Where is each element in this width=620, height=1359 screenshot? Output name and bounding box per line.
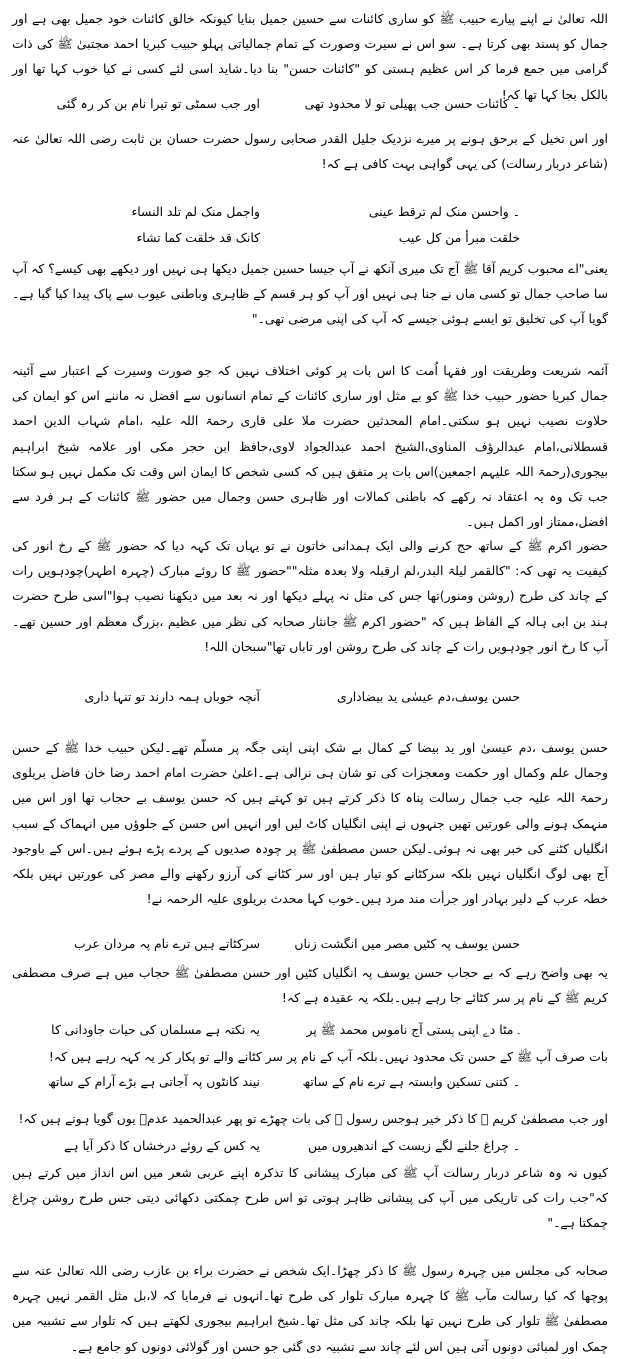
verse-2-hemistich-1: ۔ واحسن منک لم ترقط عینی [368, 204, 520, 219]
verse-4-hemistich-2: آنچہ خوباں ہمہ دارند تو تنہا داری [84, 689, 260, 704]
paragraph-7: یہ بھی واضح رہے کہ بے حجاب حسن یوسف پہ انگلیاں کٹیں اور حسن مصطفیٰ ﷺ حجاب میں ہے صرف مصطفی کریم ﷺ کے نام پر سر کٹائے جا رہے ہیں۔بلکہ یہ عقیدہ ہے کہ! [12, 965, 608, 1006]
verse-2-hemistich-2: واجمل منک لم تلد النساء [131, 204, 260, 219]
paragraph-5: حضور اکرم ﷺ کے ساتھ حج کرنے والی ایک ہمدانی خاتون نے تو یہاں تک کہہ دیا کہ حضور ﷺ کے رخ انور کی کیفیت یہ تھی کہ: "کالقمر لیلۃ البدر،لم ارقبلہ ولا بعدہ مثلہ""حضور ﷺ کا روئے مبارک (چہرہ اطہر)چودہویں رات کے چاند کی طرح (روشن ومنور)تھا جس کی مثل نہ پہلے دیکھا اور نہ بعد میں دیکھنا نصیب ہوا"اسی طرح حضرت ہند بن ابی ہالہ کے الفاظ ہیں کہ "حضور اکرم ﷺ جانثار صحابہ کی نظر میں عظیم ،بزرگ معظم اور حسین تھے۔آپ کا رخ انور چودہویں رات کے چاند کی طرح روشن اور تاباں تھا"سبحان اللہ! [12, 538, 608, 654]
verse-1 [0, 92, 620, 118]
verse-3 [0, 226, 620, 252]
verse-2 [0, 200, 620, 226]
paragraph-3: یعنی"اے محبوب کریم آقا ﷺ آج تک میری آنکھ نے آپ جیسا حسین جمیل دیکھا ہی نہیں اور دیکھے بھی کیسے؟ کہ آپ سا صاحب جمال تو کسی ماں نے جنا ہی نہیں اور آپ کو ہر قسم کے ظاہری وباطنی عیوب سے پاک پیدا کیا گیا ہے۔گویا آپ کی تخلیق تو ایسے ہوئی جیسے کہ آپ کی اپنی مرضی تھی۔" [12, 261, 608, 327]
verse-6-hemistich-2: یہ نکتہ ہے مسلماں کی حیات جاودانی کا [51, 1022, 260, 1037]
verse-5-hemistich-2: سرکٹاتے ہیں ترے نام پہ مردان عرب [74, 936, 260, 951]
paragraph-6: حسن یوسف ،دم عیسیٰ اور ید بیضا کے کمال بے شک اپنی اپنی جگہ پر مسلّم تھے۔لیکن حبیب خدا ﷺ کے حسن وجمال علم وکمال اور حکمت ومعجزات کی تو شان ہی نرالی ہے۔اعلیٰ حضرت امام احمد رضا خان فاضل بریلوی رحمۃ اللہ علیہ جب جمال رسالت پناہ کا ذکر کرتے ہیں تو کہتے ہیں کہ حسن یوسف بے حجاب تھا اور اس میں منہمک ہونے والی عورتیں تھیں جنہوں نے اپنی انگلیاں کاٹ لیں اور انہیں اس حسن کے جلوؤں میں انہماک کے سبب انگلیاں کٹنے کی خبر بھی نہ ہوئی۔لیکن حسن مصطفیٰ ﷺ پر چودہ صدیوں کے پردے پڑے ہوئے ہیں۔اس کے باوجود آج بھی لوگ انگلیاں نہیں بلکہ سرکٹانے کو تیار ہیں اور سر کٹانے کی آرزو رکھنے والے مصر کی عورتیں نہیں بلکہ خطہ عرب کے دلیر بہادر اور جرأت مند مرد ہیں۔خوب کہا محدث بریلوی علیہ الرحمہ نے! [12, 740, 608, 907]
verse-5-hemistich-1: حسن یوسف پہ کٹیں مصر میں انگشت زناں [294, 936, 520, 951]
paragraph-10: کیوں نہ وہ شاعر دربار رسالت آپ ﷺ کی مبارک پیشانی کا تذکرہ اپنے عربی شعر میں اس انداز میں کرتے ہیں کہ"جب رات کی تاریکی میں آپ کی پیشانی ظاہر ہوتی تو اس طرح چمکتی دکھائی دیتی جس طرح روشن چراغ چمکتا ہے۔" [12, 1165, 608, 1231]
verse-7-hemistich-1: ۔ کتنی تسکین وابستہ ہے ترے نام کے ساتھ [302, 1074, 520, 1089]
verse-7 [0, 1070, 620, 1096]
verse-4 [0, 685, 620, 711]
verse-3-hemistich-1: خلقت مبرأ من کل عیب [398, 230, 520, 245]
verse-3-hemistich-2: کانک قد خلقت کما تشاء [136, 230, 260, 245]
verse-8 [0, 1134, 620, 1160]
paragraph-2: اور اس تخیل کے برحق ہونے پر میرے نزدیک جلیل القدر صحابی رسول حضرت حسان بن ثابت رضی اللہ تعالیٰ عنہ (شاعر دربار رسالت) کی یہی گواہی بہت کافی ہے کہ! [12, 131, 608, 172]
paragraph-9: اور جب مصطفیٰ کریم ﷺ کا ذکر خیر ہوجس رسول ﷺ کی بات چھڑے تو پھر عبدالحمید عدمؔ یوں گویا ہوتے ہیں کہ! [18, 1111, 608, 1126]
verse-6 [0, 1018, 620, 1044]
verse-5 [0, 932, 620, 958]
paragraph-1: اللہ تعالیٰ نے اپنے پیارے حبیب ﷺ کو ساری کائنات سے حسین جمیل بنایا کیونکہ خالق کائنات خود جمیل بھی ہے اور جمال کو پسند بھی کرتا ہے۔ سو اس نے سیرت وصورت کے تمام جمالیاتی پہلو حبیب کبریا احمد مجتبیٰ ﷺ کی ذات گرامی میں جمع فرما کر اس عظیم ہستی کو "کائنات حسن" بنا دیا۔شاید اسی لئے کسی نے کیا خوب کہا تھا اور بالکل بجا کہا تھا کہ! [12, 11, 608, 102]
paragraph-4: آئمہ شریعت وطریقت اور فقہا اُمت کا اس بات پر کوئی اختلاف نہیں کہ جو صورت وسیرت کے اعتبار سے آئینہ جمال کبریا حضور حبیب خدا ﷺ کو بے مثل اور ساری کائنات کے تمام انسانوں سے افضل نہ ماننے اس کو ایمان کی حلاوت نصیب نہیں ہو سکتی۔امام المحدثین حضرت ملا علی قاری رحمۃ اللہ علیہ ،امام شہاب الدین احمد قسطلانی،امام عبدالرؤف المناوی،الشیخ احمد عبدالجواد لاوی،حافظ ابن حجر مکی اور علامہ شیخ ابراہیم بیجوری(رحمۃ اللہ علیہم اجمعین)اس بات پر متفق ہیں کہ کسی شخص کا ایمان اس وقت تک مکمل نہیں ہو سکتا جب تک وہ یہ اعتقاد نہ رکھے کہ باطنی کمالات اور ظاہری حسن وجمال میں حضور ﷺ کائنات کے ہر فرد سے افضل،ممتاز اور اکمل ہیں۔ [12, 363, 608, 530]
paragraph-8: بات صرف آپ ﷺ کے حسن تک محدود نہیں۔بلکہ آپ کے نام پر سر کٹانے والے تو پکار کر یہ کہہ رہے ہیں کہ! [48, 1049, 608, 1064]
verse-8-hemistich-2: یہ کس کے روئے درخشاں کا ذکر آیا ہے [64, 1138, 260, 1153]
verse-7-hemistich-2: نیند کانٹوں پہ آجاتی ہے بڑے آرام کے ساتھ [48, 1074, 260, 1089]
verse-6-hemistich-1: ۔ مٹا دے اپنی ہستی آج ناموس محمد ﷺ پر [306, 1022, 520, 1037]
verse-4-hemistich-1: حسن یوسف،دم عیسٰی ید بیضاداری [337, 689, 520, 704]
paragraph-11: صحابہ کی مجلس میں چہرہ رسول ﷺ کا ذکر چھڑا۔ایک شخص نے حضرت براء بن عازب رضی اللہ تعالیٰ عنہ سے پوچھا کہ کیا رسالت مآب ﷺ کا چہرہ مبارک تلوار کی طرح تھا۔انہوں نے فرمایا کہ لا،بل مثل القمر نہیں چہرہ مصطفیٰ ﷺ تلوار کی طرح نہیں تھا بلکہ چاند کی مثل تھا۔شیخ ابراہیم بیجوری لکھتے ہیں کہ تلوار سے تشبیہ میں چمک اور لمبائی دونوں آتی ہیں اس لئے چاند سے تشبیہ دی گئی جو حسن اور گولائی دونوں کو جامع ہے۔ [12, 1263, 608, 1354]
verse-1-hemistich-1: ۔ کائنات حسن جب پھیلی تو لا محدود تھی [304, 96, 520, 111]
verse-1-hemistich-2: اور جب سمٹی تو تیرا نام بن کر رہ گئی [56, 96, 260, 111]
verse-8-hemistich-1: ۔ چراغ جلنے لگے زیست کے اندھیروں میں [307, 1138, 520, 1153]
